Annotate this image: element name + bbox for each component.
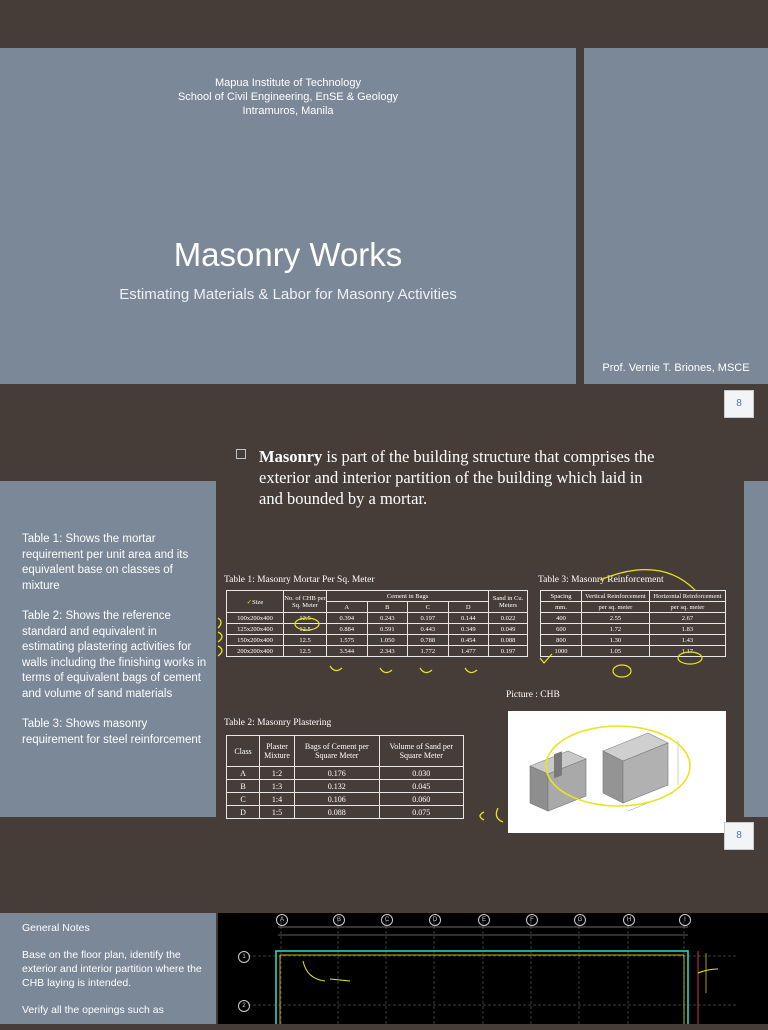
general-note: Base on the floor plan, identify the exterior and interior partition where the CHB laying is intended.: [22, 949, 202, 989]
table3-unit: per sq. meter: [649, 602, 725, 613]
table2-caption: Table 2: Masonry Plastering: [224, 718, 332, 728]
table2-header: Volume of Sand per Square Meter: [379, 736, 463, 767]
table1-class-header: C: [408, 602, 449, 613]
table1-header-cement: Cement in Bags: [327, 591, 489, 602]
table-row: A 1:2 0.176 0.030: [227, 767, 464, 780]
general-notes-heading: General Notes: [22, 922, 90, 934]
table3-caption: Table 3: Masonry Reinforcement: [538, 575, 664, 585]
institution-line: Mapua Institute of Technology: [215, 77, 361, 89]
grid-marker: G: [574, 914, 586, 926]
side-strip: [744, 481, 768, 817]
table3-unit: per sq. meter: [582, 602, 650, 613]
masonry-definition: [236, 446, 656, 509]
page-badge[interactable]: 8: [724, 822, 754, 850]
ink-annotations: [210, 560, 740, 840]
picture-caption: Picture : CHB: [506, 690, 560, 700]
grid-marker: F: [526, 914, 538, 926]
table1-header-size: ✓Size: [227, 591, 284, 613]
note-table-2: Table 2: Shows the reference standard and equivalent in estimating plastering activities for walls including the finishing works in terms of equivalent bags of cement and volume of sand materials: [22, 610, 207, 700]
row-marker: 2: [238, 1000, 250, 1012]
grid-marker: E: [478, 914, 490, 926]
bullet-square-icon: [236, 449, 246, 459]
table-row: 1000 1.05 1.17: [541, 646, 726, 657]
table-notes: [22, 532, 208, 763]
author-name: Prof. Vernie T. Briones, MSCE: [602, 362, 750, 374]
grid-marker: B: [333, 914, 345, 926]
definition-term: Masonry: [259, 447, 323, 466]
slide-title: Masonry Works: [173, 236, 403, 273]
note-table-3: Table 3: Shows masonry requirement for steel reinforcement: [22, 718, 201, 746]
slide-subtitle: Estimating Materials & Labor for Masonry Activities: [119, 286, 457, 303]
grid-marker: A: [276, 914, 288, 926]
table3-header: Spacing: [541, 591, 582, 602]
table-row: 125x200x400 12.5 0.884 0.591 0.443 0.349 0.049: [227, 624, 528, 635]
floor-plan-drawing: [218, 913, 768, 1024]
table-row: 600 1.72 1.83: [541, 624, 726, 635]
table-row: 200x200x400 12.5 3.544 2.343 1.772 1.477 0.197: [227, 646, 528, 657]
row-marker: 1: [238, 951, 250, 963]
table-row: B 1:3 0.132 0.045: [227, 780, 464, 793]
note-table-1: Table 1: Shows the mortar requirement per unit area and its equivalent base on classes of mixture: [22, 533, 189, 592]
table-row: 100x200x400 12.5 0.394 0.243 0.197 0.144 0.022: [227, 613, 528, 624]
table1-caption: Table 1: Masonry Mortar Per Sq. Meter: [224, 575, 375, 585]
page-badge[interactable]: 8: [724, 390, 754, 418]
table1-class-header: A: [327, 602, 368, 613]
floor-plan-svg: [218, 913, 768, 1024]
table3-header: Vertical Reinforcement: [582, 591, 650, 602]
institution-line: School of Civil Engineering, EnSE & Geology: [177, 91, 399, 103]
table3-header: Horizontal Reinforcement: [649, 591, 725, 602]
table3-unit: mm.: [541, 602, 582, 613]
table-row: C 1:4 0.106 0.060: [227, 793, 464, 806]
definition-text: is part of the building structure that comprises the exterior and interior partition of the building which laid in and bounded by a mortar.: [259, 447, 655, 508]
table1-class-header: D: [448, 602, 489, 613]
grid-marker: D: [429, 914, 441, 926]
checkmark-icon: ✓: [246, 597, 253, 606]
grid-marker: C: [381, 914, 393, 926]
title-slide-side-panel: [584, 48, 768, 384]
table2-header: Bags of Cement per Square Meter: [295, 736, 380, 767]
table2-header: Class: [227, 736, 260, 767]
table1-class-header: B: [367, 602, 408, 613]
table-row: 800 1.30 1.43: [541, 635, 726, 646]
general-notes: [22, 921, 204, 1030]
grid-marker: I: [679, 914, 691, 926]
institution-line: Intramuros, Manila: [242, 105, 334, 117]
table1-header-sand: Sand in Cu. Meters: [489, 591, 528, 613]
table-row: D 1:5 0.088 0.075: [227, 806, 464, 819]
grid-marker: H: [623, 914, 635, 926]
institution-block: [0, 76, 576, 118]
general-note: Verify all the openings such as: [22, 1004, 164, 1016]
table1-header-chb: No. of CHB per Sq. Meter: [284, 591, 327, 613]
table-row: 400 2.55 2.67: [541, 613, 726, 624]
table-row: 150x200x400 12.5 1.575 1.050 0.788 0.454 0.088: [227, 635, 528, 646]
table2-header: Plaster Mixture: [260, 736, 295, 767]
